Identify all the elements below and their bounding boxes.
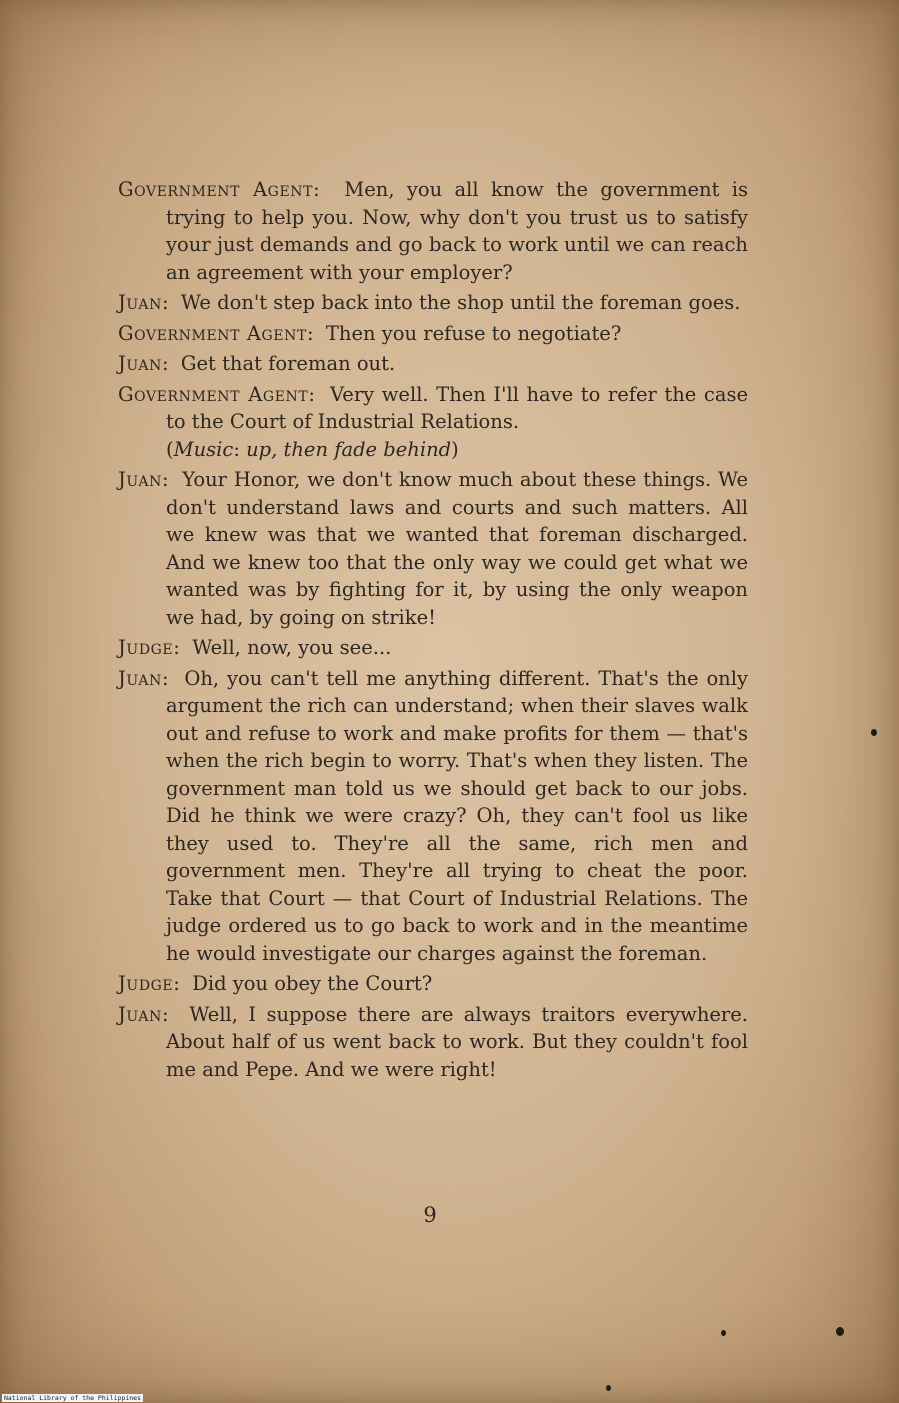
dialogue-text: We don't step back into the shop until the foreman goes. <box>180 291 741 314</box>
dialogue-line: Government Agent: Then you refuse to negotiate? <box>118 321 622 345</box>
script-text <box>118 176 748 1086</box>
speaker-name: Juan <box>118 291 162 314</box>
stage-direction-label: Music <box>173 437 234 461</box>
speaker-name: Government Agent <box>118 382 309 406</box>
page-number: 9 <box>423 1203 437 1227</box>
speaker-name: Juan <box>118 468 162 491</box>
dialogue-text: Did you obey the Court? <box>192 972 433 995</box>
dialogue-line: Government Agent: Men, you all know the government is trying to help you. Now, why don't you trust us to satisfy your just demands and go back to work until we can reach an agreement with your employer? <box>118 178 748 284</box>
dialogue-line: Juan: Well, I suppose there are always traitors everywhere. About half of us went back to work. But they couldn't fool me and Pepe. And we were right! <box>118 1002 748 1081</box>
stage-direction-text: up, then fade behind <box>246 437 452 461</box>
dialogue-line: Judge: Did you obey the Court? <box>118 972 433 995</box>
speaker-name: Judge <box>118 972 174 995</box>
speaker-name: Juan <box>118 666 162 690</box>
dialogue-text: Your Honor, we don't know much about these things. We don't understand laws and courts and such matters. All we knew was that we wanted that foreman discharged. And we knew too that the only way we could get what we wanted was by fighting for it, by using the only weapon we had, by going on strike! <box>166 468 748 629</box>
stage-direction-separator: : <box>233 437 240 461</box>
ink-speck <box>721 1330 726 1336</box>
dialogue-line: Government Agent: Very well. Then I'll have to refer the case to the Court of Industrial Relations. <box>118 382 749 433</box>
dialogue-line: Juan: We don't step back into the shop until the foreman goes. <box>118 291 741 314</box>
dialogue-line: Juan: Your Honor, we don't know much about these things. We don't understand laws and courts and such matters. All we knew was that we wanted that foreman discharged. And we knew too that the only way we could get what we wanted was by fighting for it, by using the only weapon we had, by going on strike! <box>118 468 748 629</box>
dialogue-line: Juan: Oh, you can't tell me anything different. That's the only argument the rich can understand; when their slaves walk out and refuse to work and make profits for them — that's when the rich begin to worry. That's when they listen. The government man told us we should get back to our jobs. Did he think we were crazy? Oh, they can't fool us like they used to. They're all the same, rich men and government men. They're all trying to cheat the poor. Take that Court — that Court of Industrial Relations. The judge ordered us to go back to work and in the meantime he would investigate our charges against the foreman. <box>118 666 748 965</box>
dialogue-text: Well, now, you see... <box>192 636 392 659</box>
dialogue-text: Very well. Then I'll have to refer the case to the Court of Industrial Relations. <box>166 382 749 433</box>
dialogue-text: Oh, you can't tell me anything different. That's the only argument the rich can understand; when their slaves walk out and refuse to work and make profits for them — that's when the rich begin to worry. That's when they listen. The government man told us we should get back to our jobs. Did he think we were crazy? Oh, they can't fool us like they used to. They're all the same, rich men and government men. They're all trying to cheat the poor. Take that Court — that Court of Industrial Relations. The judge ordered us to go back to work and in the meantime he would investigate our charges against the foreman. <box>166 666 748 965</box>
ink-speck <box>836 1327 844 1336</box>
speaker-name: Judge <box>118 636 174 659</box>
ink-speck <box>871 729 877 736</box>
dialogue-text: Men, you all know the government is trying to help you. Now, why don't you trust us to satisfy your just demands and go back to work until we can reach an agreement with your employer? <box>166 178 748 284</box>
speaker-name: Government Agent <box>118 178 314 201</box>
speaker-name: Juan <box>118 352 162 375</box>
ink-speck <box>606 1385 611 1391</box>
speaker-name: Juan <box>118 1002 162 1026</box>
dialogue-line: Juan: Get that foreman out. <box>118 352 396 375</box>
speaker-name: Government Agent <box>118 321 307 345</box>
dialogue-line: Judge: Well, now, you see... <box>118 636 392 659</box>
dialogue-text: Get that foreman out. <box>180 352 396 375</box>
stage-direction: (Music: up, then fade behind) <box>166 437 459 461</box>
dialogue-text: Well, I suppose there are always traitors everywhere. About half of us went back to work. But they couldn't fool me and Pepe. And we were right! <box>166 1002 748 1081</box>
library-credit: National Library of the Philippines <box>4 1394 141 1402</box>
dialogue-text: Then you refuse to negotiate? <box>325 321 622 345</box>
